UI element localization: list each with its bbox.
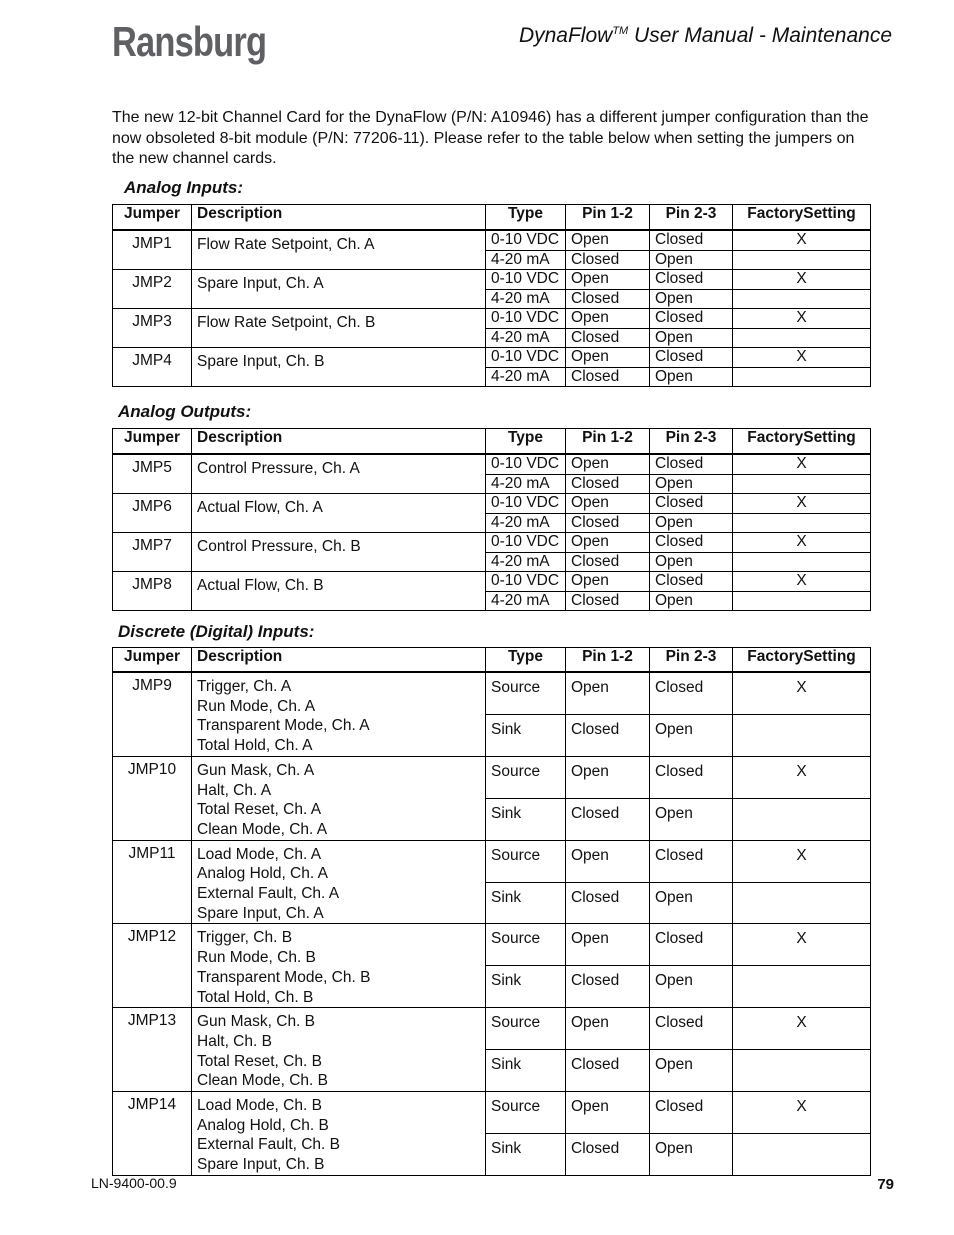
factory-setting-cell <box>733 798 871 840</box>
column-header: FactorySetting <box>733 429 871 455</box>
pin23-cell: Closed <box>650 309 733 329</box>
type-cell: 0-10 VDC <box>486 348 566 368</box>
pin23-cell: Open <box>650 289 733 309</box>
column-header: Jumper <box>113 205 192 231</box>
type-cell: 4-20 mA <box>486 367 566 387</box>
table-row <box>113 1008 871 1050</box>
factory-setting-cell <box>733 591 871 611</box>
pin23-cell: Closed <box>650 454 733 474</box>
pin23-cell: Closed <box>650 1008 733 1050</box>
pin12-cell: Open <box>566 572 650 592</box>
pin23-cell: Open <box>650 552 733 572</box>
factory-setting-cell <box>733 882 871 924</box>
pin12-cell: Open <box>566 924 650 966</box>
description-line: Total Reset, Ch. B <box>197 1052 322 1070</box>
column-header: FactorySetting <box>733 648 871 673</box>
table-header-row <box>113 429 871 455</box>
column-header: Type <box>486 429 566 455</box>
type-cell: 4-20 mA <box>486 474 566 494</box>
jumper-cell: JMP11 <box>113 840 192 924</box>
type-cell: Source <box>486 672 566 714</box>
jumper-cell: JMP13 <box>113 1008 192 1092</box>
description-line: Trigger, Ch. A <box>197 678 292 695</box>
pin12-cell: Closed <box>566 714 650 756</box>
description-line: Halt, Ch. A <box>197 781 272 799</box>
pin12-cell: Open <box>566 672 650 714</box>
type-cell: 0-10 VDC <box>486 572 566 592</box>
pin23-cell: Open <box>650 1050 733 1092</box>
table-row <box>113 230 871 250</box>
pin12-cell: Closed <box>566 474 650 494</box>
pin12-cell: Closed <box>566 591 650 611</box>
jumper-cell: JMP3 <box>113 309 192 348</box>
description-line: Control Pressure, Ch. B <box>197 538 361 555</box>
description-cell <box>192 494 486 533</box>
page-header-title: DynaFlow™ User Manual - Maintenance <box>518 24 892 47</box>
section-title-discrete-inputs: Discrete (Digital) Inputs: <box>118 622 315 641</box>
description-line: Clean Mode, Ch. A <box>197 820 328 838</box>
type-cell: Source <box>486 840 566 882</box>
column-header: FactorySetting <box>733 205 871 231</box>
description-line: External Fault, Ch. A <box>197 885 340 903</box>
type-cell: 0-10 VDC <box>486 494 566 514</box>
pin12-cell: Closed <box>566 328 650 348</box>
section-title-analog-inputs: Analog Inputs: <box>124 178 243 197</box>
type-cell: 4-20 mA <box>486 591 566 611</box>
description-line: Control Pressure, Ch. A <box>197 460 360 477</box>
type-cell: 4-20 mA <box>486 328 566 348</box>
intro-paragraph: The new 12-bit Channel Card for the DynaFlow (P/N: A10946) has a different jumper configuration than the now obsoleted 8-bit module (P/N: 77206-11). Please refer to the table below when setting the jumpers on the new channel cards. <box>112 109 869 167</box>
type-cell: Sink <box>486 966 566 1008</box>
description-line: Trigger, Ch. B <box>197 929 293 947</box>
column-header: Pin 1-2 <box>566 648 650 673</box>
table-row <box>113 309 871 329</box>
analog-outputs-table <box>112 428 871 611</box>
description-cell <box>192 270 486 309</box>
table-row <box>113 348 871 368</box>
factory-setting-cell <box>733 966 871 1008</box>
pin12-cell: Closed <box>566 882 650 924</box>
description-cell <box>192 348 486 387</box>
pin12-cell: Open <box>566 230 650 250</box>
pin23-cell: Closed <box>650 924 733 966</box>
pin23-cell: Open <box>650 513 733 533</box>
factory-setting-cell: X <box>733 924 871 966</box>
pin23-cell: Closed <box>650 494 733 514</box>
description-line: Run Mode, Ch. B <box>197 949 316 967</box>
pin23-cell: Open <box>650 367 733 387</box>
description-line: Actual Flow, Ch. B <box>197 577 324 594</box>
column-header: Type <box>486 648 566 673</box>
description-line: Transparent Mode, Ch. A <box>197 717 370 735</box>
factory-setting-cell: X <box>733 270 871 290</box>
table-row <box>113 270 871 290</box>
description-cell <box>192 1092 486 1176</box>
factory-setting-cell <box>733 1050 871 1092</box>
description-cell <box>192 672 486 756</box>
pin12-cell: Open <box>566 454 650 474</box>
column-header: Description <box>192 205 486 231</box>
pin12-cell: Closed <box>566 1133 650 1175</box>
description-cell <box>192 230 486 270</box>
factory-setting-cell <box>733 289 871 309</box>
table-row <box>113 454 871 474</box>
description-line: Total Hold, Ch. B <box>197 988 314 1006</box>
type-cell: Sink <box>486 798 566 840</box>
factory-setting-cell: X <box>733 572 871 592</box>
pin12-cell: Open <box>566 1092 650 1134</box>
description-line: Gun Mask, Ch. B <box>197 1013 316 1031</box>
jumper-cell: JMP12 <box>113 924 192 1008</box>
jumper-cell: JMP7 <box>113 533 192 572</box>
pin12-cell: Open <box>566 533 650 553</box>
factory-setting-cell: X <box>733 230 871 250</box>
type-cell: Sink <box>486 882 566 924</box>
description-cell <box>192 533 486 572</box>
pin12-cell: Closed <box>566 798 650 840</box>
pin23-cell: Open <box>650 474 733 494</box>
description-line: Analog Hold, Ch. A <box>197 865 328 883</box>
table-row <box>113 1092 871 1134</box>
description-cell <box>192 454 486 494</box>
jumper-cell: JMP5 <box>113 454 192 494</box>
pin12-cell: Open <box>566 270 650 290</box>
type-cell: Source <box>486 1008 566 1050</box>
jumper-cell: JMP9 <box>113 672 192 756</box>
column-header: Pin 1-2 <box>566 205 650 231</box>
pin23-cell: Closed <box>650 270 733 290</box>
pin12-cell: Open <box>566 1008 650 1050</box>
table-row <box>113 572 871 592</box>
page-number: 79 <box>877 1176 894 1193</box>
pin12-cell: Open <box>566 348 650 368</box>
table-row <box>113 533 871 553</box>
factory-setting-cell: X <box>733 348 871 368</box>
jumper-cell: JMP6 <box>113 494 192 533</box>
column-header: Jumper <box>113 648 192 673</box>
description-line: Load Mode, Ch. B <box>197 1097 322 1115</box>
table-row <box>113 494 871 514</box>
section-title-analog-outputs: Analog Outputs: <box>118 402 252 421</box>
factory-setting-cell: X <box>733 309 871 329</box>
pin23-cell: Open <box>650 714 733 756</box>
discrete-inputs-table <box>112 647 871 1176</box>
factory-setting-cell: X <box>733 494 871 514</box>
pin12-cell: Closed <box>566 367 650 387</box>
description-line: Load Mode, Ch. A <box>197 845 322 863</box>
description-cell <box>192 924 486 1008</box>
table-header-row <box>113 205 871 231</box>
ransburg-logo: Ransburg <box>112 18 267 65</box>
table-row <box>113 840 871 882</box>
description-line: Spare Input, Ch. A <box>197 275 324 292</box>
factory-setting-cell: X <box>733 533 871 553</box>
type-cell: 0-10 VDC <box>486 230 566 250</box>
pin23-cell: Closed <box>650 1092 733 1134</box>
pin23-cell: Open <box>650 1133 733 1175</box>
jumper-cell: JMP8 <box>113 572 192 611</box>
description-line: Analog Hold, Ch. B <box>197 1116 329 1134</box>
description-line: Flow Rate Setpoint, Ch. A <box>197 236 375 253</box>
factory-setting-cell: X <box>733 1008 871 1050</box>
pin23-cell: Open <box>650 882 733 924</box>
pin23-cell: Open <box>650 591 733 611</box>
description-line: Flow Rate Setpoint, Ch. B <box>197 314 376 331</box>
pin12-cell: Open <box>566 756 650 798</box>
type-cell: Sink <box>486 1133 566 1175</box>
type-cell: Sink <box>486 714 566 756</box>
pin23-cell: Open <box>650 328 733 348</box>
document-number: LN-9400-00.9 <box>91 1175 177 1191</box>
type-cell: Source <box>486 924 566 966</box>
pin12-cell: Closed <box>566 966 650 1008</box>
factory-setting-cell: X <box>733 672 871 714</box>
pin12-cell: Closed <box>566 552 650 572</box>
description-line: Clean Mode, Ch. B <box>197 1072 328 1090</box>
pin23-cell: Closed <box>650 533 733 553</box>
factory-setting-cell <box>733 513 871 533</box>
pin12-cell: Open <box>566 840 650 882</box>
pin12-cell: Open <box>566 494 650 514</box>
description-cell <box>192 756 486 840</box>
factory-setting-cell: X <box>733 840 871 882</box>
column-header: Jumper <box>113 429 192 455</box>
description-line: Gun Mask, Ch. A <box>197 761 315 779</box>
pin23-cell: Closed <box>650 840 733 882</box>
pin12-cell: Closed <box>566 1050 650 1092</box>
type-cell: Sink <box>486 1050 566 1092</box>
table-row <box>113 672 871 714</box>
table-row <box>113 756 871 798</box>
factory-setting-cell: X <box>733 756 871 798</box>
type-cell: 4-20 mA <box>486 513 566 533</box>
description-line: External Fault, Ch. B <box>197 1136 341 1154</box>
description-line: Spare Input, Ch. B <box>197 1156 325 1174</box>
factory-setting-cell <box>733 714 871 756</box>
pin23-cell: Open <box>650 250 733 270</box>
type-cell: 0-10 VDC <box>486 309 566 329</box>
factory-setting-cell <box>733 474 871 494</box>
column-header: Pin 2-3 <box>650 205 733 231</box>
type-cell: 4-20 mA <box>486 552 566 572</box>
pin23-cell: Closed <box>650 230 733 250</box>
jumper-cell: JMP1 <box>113 230 192 270</box>
type-cell: 0-10 VDC <box>486 270 566 290</box>
type-cell: 4-20 mA <box>486 289 566 309</box>
pin23-cell: Closed <box>650 348 733 368</box>
type-cell: Source <box>486 1092 566 1134</box>
column-header: Description <box>192 648 486 673</box>
description-line: Total Reset, Ch. A <box>197 801 322 819</box>
factory-setting-cell <box>733 367 871 387</box>
pin23-cell: Open <box>650 966 733 1008</box>
type-cell: 0-10 VDC <box>486 454 566 474</box>
column-header: Type <box>486 205 566 231</box>
description-line: Spare Input, Ch. A <box>197 904 324 922</box>
pin12-cell: Open <box>566 309 650 329</box>
factory-setting-cell: X <box>733 454 871 474</box>
pin23-cell: Closed <box>650 572 733 592</box>
description-line: Halt, Ch. B <box>197 1032 272 1050</box>
column-header: Pin 1-2 <box>566 429 650 455</box>
description-line: Run Mode, Ch. A <box>197 697 316 715</box>
column-header: Pin 2-3 <box>650 648 733 673</box>
description-line: Spare Input, Ch. B <box>197 353 325 370</box>
jumper-cell: JMP2 <box>113 270 192 309</box>
description-cell <box>192 572 486 611</box>
factory-setting-cell: X <box>733 1092 871 1134</box>
pin12-cell: Closed <box>566 250 650 270</box>
description-cell <box>192 309 486 348</box>
type-cell: 4-20 mA <box>486 250 566 270</box>
factory-setting-cell <box>733 552 871 572</box>
pin23-cell: Closed <box>650 756 733 798</box>
jumper-cell: JMP14 <box>113 1092 192 1176</box>
factory-setting-cell <box>733 328 871 348</box>
pin12-cell: Closed <box>566 513 650 533</box>
column-header: Description <box>192 429 486 455</box>
jumper-cell: JMP10 <box>113 756 192 840</box>
description-cell <box>192 1008 486 1092</box>
table-row <box>113 924 871 966</box>
description-line: Transparent Mode, Ch. B <box>197 968 371 986</box>
column-header: Pin 2-3 <box>650 429 733 455</box>
factory-setting-cell <box>733 250 871 270</box>
factory-setting-cell <box>733 1133 871 1175</box>
description-cell <box>192 840 486 924</box>
description-line: Total Hold, Ch. A <box>197 737 313 755</box>
type-cell: 0-10 VDC <box>486 533 566 553</box>
pin23-cell: Open <box>650 798 733 840</box>
type-cell: Source <box>486 756 566 798</box>
pin23-cell: Closed <box>650 672 733 714</box>
jumper-cell: JMP4 <box>113 348 192 387</box>
analog-inputs-table <box>112 204 871 387</box>
table-header-row <box>113 648 871 673</box>
pin12-cell: Closed <box>566 289 650 309</box>
description-line: Actual Flow, Ch. A <box>197 499 323 516</box>
